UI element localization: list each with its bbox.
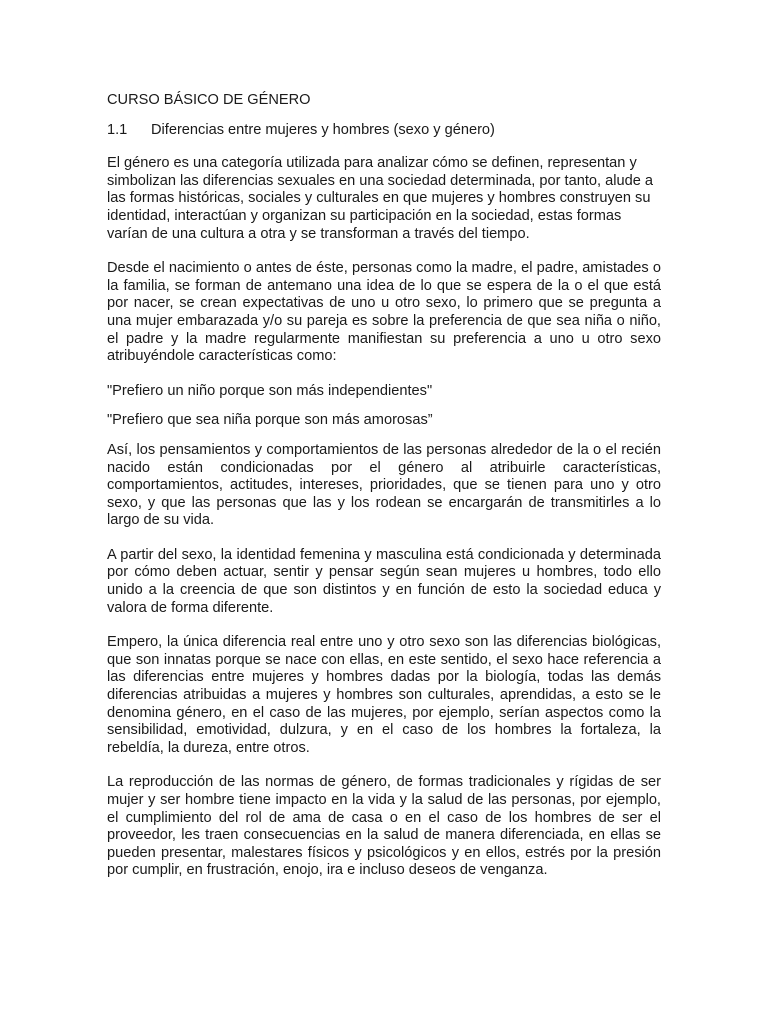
paragraph-conditioning: Así, los pensamientos y comportamientos de las personas alrededor de la o el recién nacido están condicionadas por el género al atribuirle características, comportamientos, actitudes, intereses, prioridades, que se tienen para uno y otro sexo, y que las personas que las y los rodean se encargarán de transmitirles a lo largo de su vida. — [107, 441, 661, 529]
section-number: 1.1 — [107, 121, 128, 138]
paragraph-gender-norms: La reproducción de las normas de género, de formas tradicionales y rígidas de ser mujer y ser hombre tiene impacto en la vida y la salud de las personas, por ejemplo, el cumplimiento del rol de ama de casa o en el caso de los hombres de ser el proveedor, les traen consecuencias en la salud de manera diferenciada, en ellas se pueden presentar, malestares físicos y psicológicos y en ellos, estrés por la presión por cumplir, en frustración, enojo, ira e incluso deseos de venganza. — [107, 774, 661, 879]
quote-girl-preference: "Prefiero que sea niña porque son más amorosas” — [107, 412, 433, 429]
document-page — [107, 92, 661, 897]
paragraph-biological-difference: Empero, la única diferencia real entre uno y otro sexo son las diferencias biológicas, que son innatas porque se nace con ellas, en este sentido, el sexo hace referencia a las diferencias entre mujeres y hombres dadas por la biología, todas las demás diferencias atribuidas a mujeres y hombres son culturales, aprendidas, a esto se le denomina género, en el caso de las mujeres, por ejemplo, serían aspectos como la sensibilidad, emotividad, dulzura, y en el caso de los hombres la fortaleza, la rebeldía, la dureza, entre otros. — [107, 634, 661, 756]
section-heading — [107, 122, 661, 140]
paragraph-definition: El género es una categoría utilizada para analizar cómo se definen, representan y simbolizan las diferencias sexuales en una sociedad determinada, por tanto, alude a las formas históricas, sociales y culturales en que mujeres y hombres construyen su identidad, interactúan y organizan su participación en la sociedad, estas formas varían de una cultura a otra y se transforman a través del tiempo. — [107, 155, 653, 242]
paragraph-identity: A partir del sexo, la identidad femenina y masculina está condicionada y determinada por cómo deben actuar, sentir y pensar según sean mujeres u hombres, todo ello unido a la creencia de que son distintos y en función de esto la sociedad educa y valora de forma diferente. — [107, 546, 661, 616]
paragraph-birth-expectations: Desde el nacimiento o antes de éste, personas como la madre, el padre, amistades o la familia, se forman de antemano una idea de lo que se espera de la o el que está por nacer, se crean expectativas de uno u otro sexo, lo primero que se pregunta a una mujer embarazada y/o su pareja es sobre la preferencia de que sea niña o niño, el padre y la madre regularmente manifiestan su preferencia a uno u otro sexo atribuyéndole características como: — [107, 260, 661, 365]
section-title: Diferencias entre mujeres y hombres (sexo y género) — [151, 121, 495, 138]
document-title: CURSO BÁSICO DE GÉNERO — [107, 92, 311, 108]
quote-boy-preference: "Prefiero un niño porque son más independientes" — [107, 382, 433, 399]
